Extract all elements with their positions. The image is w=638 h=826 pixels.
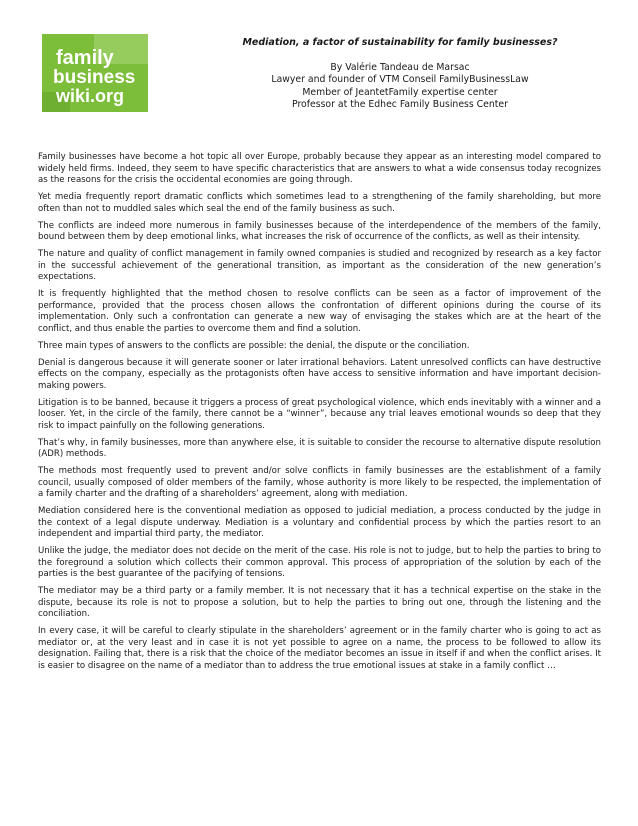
author-professor-line: Professor at the Edhec Family Business Center xyxy=(292,98,508,110)
author-role-line: Lawyer and founder of VTM Conseil FamilyBusinessLaw xyxy=(271,74,529,86)
body-paragraph: The nature and quality of conflict management in family owned companies is studied and recognized by research as a key factor in the successful achievement of the generational transition, as important as the consideration of the new generation’s expectations. xyxy=(38,249,601,283)
body-paragraph: In every case, it will be careful to clearly stipulate in the shareholders’ agreement or in the family charter who is going to act as mediator or, at the very least and in case it is not yet possible to agree on a name, the process to be followed to allow its designation. Failing that, there is a risk that the choice of the mediator becomes an issue in itself if and when the conflict arises. It is easier to disagree on the name of a mediator than to address the true emotional issues at stake in a family conflict … xyxy=(38,626,601,671)
article-header xyxy=(210,37,590,111)
author-name-line: By Valérie Tandeau de Marsac xyxy=(330,62,470,73)
body-paragraph: Denial is dangerous because it will generate sooner or later irrational behaviors. Latent unresolved conflicts can have destructive effects on the company, especially as the protagonists often have access to sensitive information and have important decision-making powers. xyxy=(38,357,601,391)
author-byline xyxy=(210,62,590,111)
body-paragraph: It is frequently highlighted that the method chosen to resolve conflicts can be seen as a factor of improvement of the performance, provided that the process chosen allows the confrontation of different opinions during the course of its implementation. Only such a confrontation can generate a new way of envisaging the stakes which are at the heart of the conflict, and thus enable the parties to overcome them and find a solution. xyxy=(38,289,601,334)
body-paragraph: Yet media frequently report dramatic conflicts which sometimes lead to a strengthening of the family shareholding, but more often than not to muddled sales which seal the end of the family business as such. xyxy=(38,192,601,214)
body-paragraph: Family businesses have become a hot topic all over Europe, probably because they appear as an interesting model compared to widely held firms. Indeed, they seem to have specific characteristics that are answers to what a wide consensus today recognizes as the reasons for the crisis the occidental economies are going through. xyxy=(38,152,601,186)
body-paragraph: The mediator may be a third party or a family member. It is not necessary that it has a technical expertise on the stake in the dispute, because its role is not to propose a solution, but to help the parties to bring out one, through the listening and the conciliation. xyxy=(38,586,601,620)
logo-graphic xyxy=(42,34,148,112)
body-paragraph: Three main types of answers to the conflicts are possible: the denial, the dispute or the conciliation. xyxy=(38,340,470,351)
author-membership-line: Member of JeantetFamily expertise center xyxy=(302,86,498,98)
body-paragraph: Litigation is to be banned, because it triggers a process of great psychological violence, which ends inevitably with a winner and a looser. Yet, in the circle of the family, there cannot be a “winner”, because any trial leaves emotional wounds so deep that they risk to impact painfully on the following generations. xyxy=(38,397,601,431)
article-body xyxy=(38,152,601,678)
body-paragraph: Unlike the judge, the mediator does not decide on the merit of the case. His role is not to judge, but to help the parties to bring to the foreground a solution which collects their common approval. This process of appropriation of the solution by each of the parties is the best guarantee of the pacifying of tensions. xyxy=(38,546,601,580)
body-paragraph: The methods most frequently used to prevent and/or solve conflicts in family businesses are the establishment of a family council, usually composed of older members of the family, whose authority is more likely to be respected, the implementation of a family charter and the drafting of a shareholders’ agreement, along with mediation. xyxy=(38,466,601,500)
article-title: Mediation, a factor of sustainability for family businesses? xyxy=(242,37,558,48)
logo-text-family: family xyxy=(56,47,114,69)
logo-text-wiki: wiki.org xyxy=(56,86,125,106)
body-paragraph: The conflicts are indeed more numerous in family businesses because of the interdependence of the members of the family, bound between them by deep emotional links, what increases the risk of occurrence of the conflicts, as well as their intensity. xyxy=(38,220,601,243)
body-paragraph: That’s why, in family businesses, more than anywhere else, it is suitable to consider the recourse to alternative dispute resolution (ADR) methods. xyxy=(38,437,601,460)
logo-text-business: business xyxy=(53,67,136,88)
familybusinesswiki-logo xyxy=(42,34,148,112)
body-paragraph: Mediation considered here is the conventional mediation as opposed to judicial mediation, a process conducted by the judge in the context of a legal dispute underway. Mediation is a voluntary and confidential process by which the parties resort to an independent and impartial third party, the mediator. xyxy=(38,506,601,540)
